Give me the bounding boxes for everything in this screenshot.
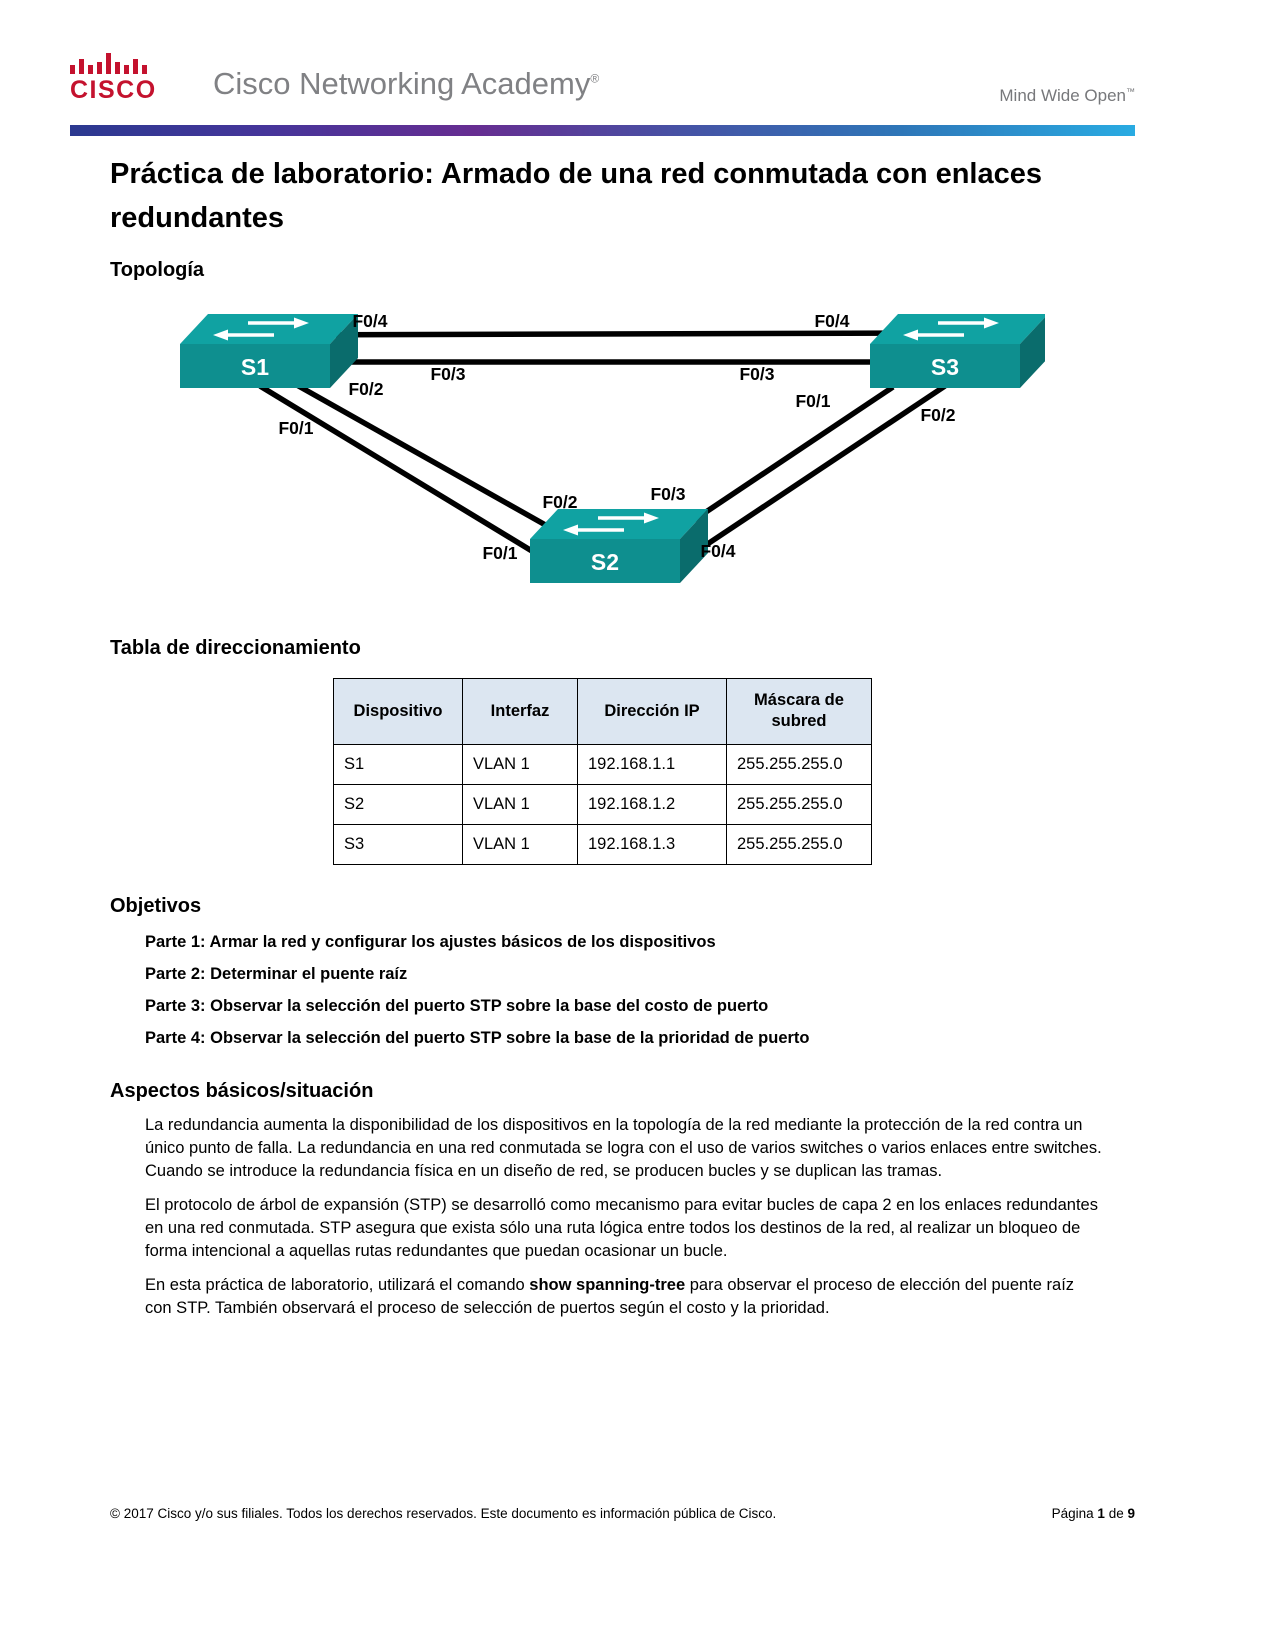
paragraph-3-post: para observar el proceso de elección del puente raíz con STP. También observará el proceso de selección de puertos según el costo y la prioridad. (145, 1275, 1075, 1317)
cell-interface: VLAN 1 (463, 784, 578, 824)
background-paragraph-3 (145, 1274, 1103, 1320)
page-header (0, 0, 1275, 125)
addressing-heading: Tabla de direccionamiento (110, 637, 361, 659)
port-label-s3-f02: F0/2 (920, 405, 956, 425)
paragraph-3-pre: En esta práctica de laboratorio, utilizará el comando (145, 1275, 530, 1294)
header-mascara-subred: Máscara de subred (727, 679, 872, 745)
academy-title-text: Cisco Networking Academy (213, 66, 591, 101)
port-label-s2-f02: F0/2 (542, 492, 578, 512)
background-paragraph-2: El protocolo de árbol de expansión (STP) se desarrolló como mecanismo para evitar bucles de capa 2 en los enlaces redundantes en una red conmutada. STP asegura que exista sólo una ruta lógica entre todos los destinos de la red, al realizar un bloqueo de forma intencional a aquellas rutas redundantes que puedan ocasionar un bucle. (145, 1195, 1098, 1260)
link-s1-s2-f02 (295, 384, 565, 536)
cisco-wordmark: CISCO (70, 76, 157, 104)
port-label-s2-f04: F0/4 (700, 541, 736, 561)
addressing-table (333, 678, 872, 865)
table-row (334, 824, 872, 864)
divider-gradient-bar (70, 125, 1135, 136)
copyright-text: © 2017 Cisco y/o sus filiales. Todos los derechos reservados. Este documento es información pública de Cisco. (110, 1506, 777, 1521)
port-label-s3-f04: F0/4 (814, 311, 850, 331)
port-label-s3-f03: F0/3 (739, 364, 775, 384)
cisco-logo (70, 50, 157, 105)
port-label-s2-f01: F0/1 (482, 543, 518, 563)
network-diagram-svg (165, 294, 1045, 594)
cell-device: S1 (334, 744, 463, 784)
objective-part-3: Parte 3: Observar la selección del puerto STP sobre la base del costo de puerto (145, 996, 769, 1015)
topology-heading: Topología (110, 259, 205, 281)
table-row (334, 744, 872, 784)
cell-ip: 192.168.1.1 (578, 744, 727, 784)
command-show-spanning-tree: show spanning-tree (529, 1275, 686, 1294)
port-label-s1-f02: F0/2 (348, 379, 384, 399)
background-heading: Aspectos básicos/situación (110, 1079, 374, 1102)
academy-title (213, 66, 599, 102)
cell-interface: VLAN 1 (463, 744, 578, 784)
cell-ip: 192.168.1.2 (578, 784, 727, 824)
port-label-s1-f03: F0/3 (430, 364, 466, 384)
page-title: Práctica de laboratorio: Armado de una red conmutada con enlaces redundantes (110, 158, 1043, 234)
cell-ip: 192.168.1.3 (578, 824, 727, 864)
port-label-s1-f04: F0/4 (352, 311, 388, 331)
port-label-s1-f01: F0/1 (278, 418, 314, 438)
page-indicator (1052, 1506, 1135, 1521)
cell-mask: 255.255.255.0 (727, 824, 872, 864)
topology-diagram (165, 294, 1135, 599)
table-row (334, 784, 872, 824)
page-word: Página (1051, 1506, 1094, 1521)
tagline (999, 86, 1135, 106)
page-total: 9 (1127, 1506, 1135, 1521)
link-s1-s2-f01 (260, 386, 550, 562)
switch-s2-label: S2 (590, 549, 620, 575)
switch-s1-label: S1 (240, 354, 270, 380)
of-word: de (1108, 1506, 1124, 1521)
cisco-logo-bars-icon (70, 50, 157, 74)
table-header-row (334, 679, 872, 745)
objective-part-4: Parte 4: Observar la selección del puerto STP sobre la base de la prioridad de puerto (145, 1028, 810, 1047)
cell-device: S3 (334, 824, 463, 864)
objectives-heading: Objetivos (110, 894, 202, 917)
cell-interface: VLAN 1 (463, 824, 578, 864)
objective-part-1: Parte 1: Armar la red y configurar los ajustes básicos de los dispositivos (145, 932, 716, 951)
page-number: 1 (1097, 1506, 1105, 1521)
objective-part-2: Parte 2: Determinar el puente raíz (145, 964, 408, 983)
port-label-s2-f03: F0/3 (650, 484, 686, 504)
cell-mask: 255.255.255.0 (727, 744, 872, 784)
document-content (0, 152, 1275, 1320)
tagline-text: Mind Wide Open (999, 86, 1126, 105)
switch-s3-label: S3 (930, 354, 960, 380)
link-s1-s3-f04 (265, 333, 920, 335)
link-s3-s2-f02-f04 (688, 386, 945, 557)
port-label-s3-f01: F0/1 (795, 391, 831, 411)
page-footer (110, 1506, 1135, 1521)
background-paragraph-1: La redundancia aumenta la disponibilidad de los dispositivos en la topología de la red mediante la protección de la red contra un único punto de falla. La redundancia en una red conmutada se logra con el uso de varios switches o varios enlaces entre switches. Cuando se introduce la redundancia física en un diseño de red, se producen bucles y se duplican las tramas. (145, 1115, 1102, 1180)
header-interfaz: Interfaz (463, 679, 578, 745)
header-dispositivo: Dispositivo (334, 679, 463, 745)
trademark-mark: ™ (1126, 86, 1135, 97)
header-direccion-ip: Dirección IP (578, 679, 727, 745)
cell-device: S2 (334, 784, 463, 824)
registered-mark: ® (590, 71, 600, 86)
cell-mask: 255.255.255.0 (727, 784, 872, 824)
